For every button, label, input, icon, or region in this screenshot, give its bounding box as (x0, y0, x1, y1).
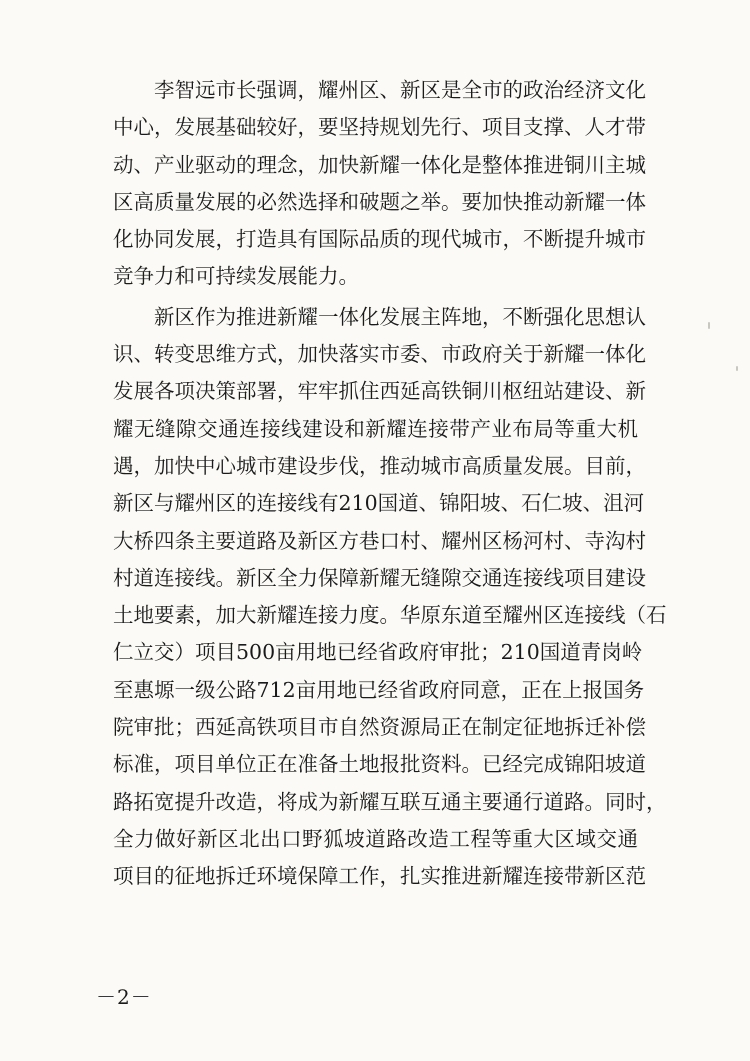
page-number: －2－ (96, 985, 152, 1009)
text-line: 院审批；西延高铁项目市自然资源局正在制定征地拆迁补偿 (113, 715, 646, 740)
text-line: 识、转变思维方式，加快落实市委、市政府关于新耀一体化 (113, 342, 646, 367)
text-line: 标准，项目单位正在准备土地报批资料。已经完成锦阳坡道 (113, 752, 646, 777)
text-line: 化协同发展，打造具有国际品质的现代城市，不断提升城市 (113, 227, 646, 252)
body-text (113, 72, 667, 896)
text-line: 新区作为推进新耀一体化发展主阵地，不断强化思想认 (154, 304, 646, 329)
text-line: 区高质量发展的必然选择和破题之举。要加快推动新耀一体 (113, 189, 646, 214)
text-line: 动、产业驱动的理念，加快新耀一体化是整体推进铜川主城 (113, 152, 646, 177)
paragraph-1 (113, 72, 646, 296)
text-line: 新区与耀州区的连接线有210国道、锦阳坡、石仁坡、沮河 (113, 491, 645, 516)
text-line: 大桥四条主要道路及新区方巷口村、耀州区杨河村、寺沟村 (113, 528, 646, 553)
text-line: 遇，加快中心城市建设步伐，推动城市高质量发展。目前， (113, 453, 646, 478)
paragraph-2 (113, 299, 667, 896)
text-line: 发展各项决策部署，牢牢抓住西延高铁铜川枢纽站建设、新 (113, 379, 646, 404)
text-line: 仁立交）项目500亩用地已经省政府审批；210国道青岗岭 (113, 640, 643, 665)
text-line: 竞争力和可持续发展能力。 (113, 264, 359, 289)
text-line: 李智远市长强调，耀州区、新区是全市的政治经济文化 (154, 78, 646, 102)
scan-speck (708, 322, 710, 329)
scan-speck (736, 366, 738, 371)
text-line: 至惠塬一级公路712亩用地已经省政府同意，正在上报国务 (113, 677, 645, 702)
text-line: 路拓宽提升改造，将成为新耀互联互通主要通行道路。同时， (113, 789, 667, 814)
text-line: 全力做好新区北出口野狐坡道路改造工程等重大区域交通 (113, 826, 638, 851)
text-line: 中心，发展基础较好，要坚持规划先行、项目支撑、人才带 (113, 115, 646, 140)
text-line: 项目的征地拆迁环境保障工作，扎实推进新耀连接带新区范 (113, 864, 646, 889)
text-line: 耀无缝隙交通连接线建设和新耀连接带产业布局等重大机 (113, 416, 638, 441)
text-line: 村道连接线。新区全力保障新耀无缝隙交通连接线项目建设 (113, 565, 646, 590)
text-line: 土地要素，加大新耀连接力度。华原东道至耀州区连接线（石 (113, 603, 667, 628)
